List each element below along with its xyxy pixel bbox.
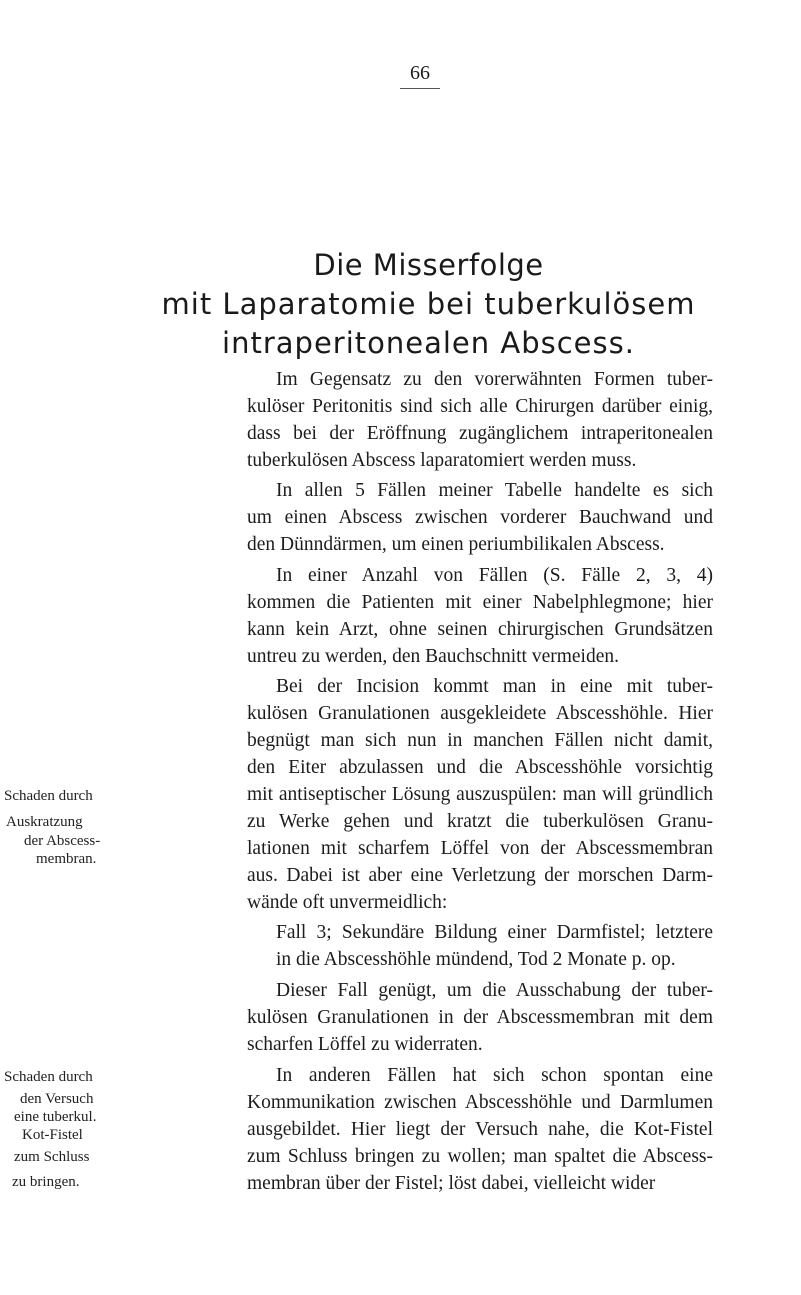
margin-note-line: Schaden durch <box>4 1069 93 1085</box>
page-number: 66 <box>410 62 430 84</box>
body-line: wände oft unvermeidlich: <box>247 892 448 913</box>
body-line: kulöser Peritonitis sind sich alle Chirurgen darüber einig, <box>247 396 713 417</box>
margin-note-line: Schaden durch <box>4 788 93 804</box>
margin-note-line: Auskratzung <box>6 814 83 830</box>
body-line: dass bei der Eröffnung zugänglichem intraperitonealen <box>247 423 713 444</box>
body-line: ausgebildet. Hier liegt der Versuch nahe, die Kot-Fistel <box>247 1119 713 1140</box>
margin-note-line: zum Schluss <box>14 1149 90 1165</box>
body-line: Bei der Incision kommt man in eine mit tuber- <box>276 676 713 697</box>
margin-note-line: zu bringen. <box>12 1174 80 1190</box>
margin-note-line: den Versuch <box>20 1091 94 1107</box>
body-line: Fall 3; Sekundäre Bildung einer Darmfistel; letztere <box>276 922 713 943</box>
body-line: zu Werke gehen und kratzt die tuberkulösen Granu- <box>247 811 713 832</box>
body-line: Dieser Fall genügt, um die Ausschabung der tuber- <box>276 980 713 1001</box>
section-heading-line-2: mit Laparatomie bei tuberkulösem <box>161 287 696 321</box>
body-line: Kommunikation zwischen Abscesshöhle und Darmlumen <box>247 1092 713 1113</box>
body-line: scharfen Löffel zu widerraten. <box>247 1034 483 1055</box>
body-line: den Dünndärmen, um einen periumbilikalen Abscess. <box>247 534 665 555</box>
body-line: untreu zu werden, den Bauchschnitt vermeiden. <box>247 646 619 667</box>
body-line: Im Gegensatz zu den vorerwähnten Formen tuber- <box>276 369 713 390</box>
body-line: aus. Dabei ist aber eine Verletzung der morschen Darm- <box>247 865 713 886</box>
body-line: den Eiter abzulassen und die Abscesshöhle vorsichtig <box>247 757 713 778</box>
section-heading-line-1: Die Misserfolge <box>313 248 544 282</box>
body-line: In einer Anzahl von Fällen (S. Fälle 2, 3, 4) <box>276 565 713 586</box>
section-heading-line-3: intraperitonealen Abscess. <box>222 326 635 360</box>
body-line: um einen Abscess zwischen vorderer Bauchwand und <box>247 507 713 528</box>
body-line: lationen mit scharfem Löffel von der Abscessmembran <box>247 838 713 859</box>
body-line: begnügt man sich nun in manchen Fällen nicht damit, <box>247 730 713 751</box>
body-line: In anderen Fällen hat sich schon spontan eine <box>276 1065 713 1086</box>
body-line: In allen 5 Fällen meiner Tabelle handelte es sich <box>276 480 713 501</box>
body-line: kulösen Granulationen ausgekleidete Abscesshöhle. Hier <box>247 703 713 724</box>
margin-note-line: eine tuberkul. <box>14 1109 97 1125</box>
body-line: tuberkulösen Abscess laparatomiert werden muss. <box>247 450 637 471</box>
body-line: zum Schluss bringen zu wollen; man spaltet die Abscess- <box>247 1146 713 1167</box>
body-line: kulösen Granulationen in der Abscessmembran mit dem <box>247 1007 713 1028</box>
body-line: in die Abscesshöhle mündend, Tod 2 Monate p. op. <box>276 949 676 970</box>
page-number-rule <box>400 88 440 89</box>
margin-note-line: membran. <box>36 851 97 867</box>
body-line: mit antiseptischer Lösung auszuspülen: man will gründlich <box>247 784 713 805</box>
body-line: kommen die Patienten mit einer Nabelphlegmone; hier <box>247 592 713 613</box>
body-line: membran über der Fistel; löst dabei, vielleicht wider <box>247 1173 656 1194</box>
body-line: kann kein Arzt, ohne seinen chirurgischen Grundsätzen <box>247 619 713 640</box>
margin-note-line: Kot-Fistel <box>22 1127 83 1143</box>
margin-note-line: der Abscess- <box>24 833 101 849</box>
